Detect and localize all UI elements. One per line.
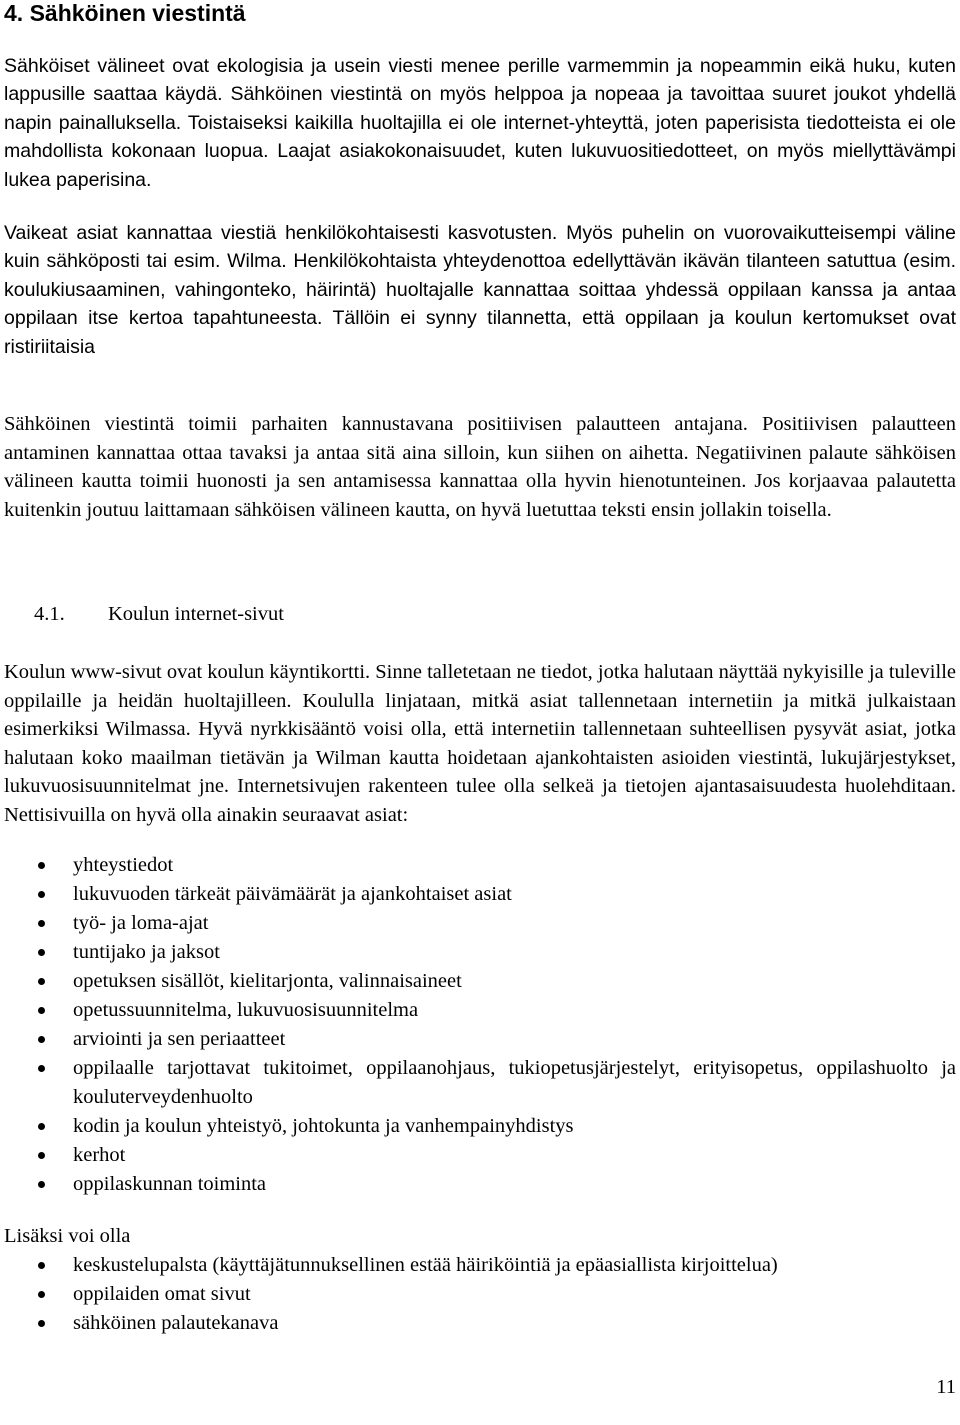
extra-items-intro: Lisäksi voi olla (4, 1225, 131, 1247)
extra-items-list (4, 1251, 956, 1338)
section-heading: 4. Sähköinen viestintä (4, 0, 246, 26)
paragraph-positive-feedback: Sähköinen viestintä toimii parhaiten kannustavana positiivisen palautteen antajana. Positiivisen palautteen antaminen kannattaa ottaa tavaksi ja antaa sitä aina silloin, kun siihen on aihetta. Negatiivinen palaute sähköisen välineen kautta toimii huonosti ja sen antamisessa kannattaa olla hyvin hienotunteinen. Jos korjaavaa palautetta kuitenkin joutuu laittamaan sähköisen välineen kautta, on hyvä luetuttaa teksti ensin jollakin toisella. (4, 413, 956, 521)
paragraph-face-to-face: Vaikeat asiat kannattaa viestiä henkilökohtaisesti kasvotusten. Myös puhelin on vuorovaikutteisempi väline kuin sähköposti tai esim. Wilma. Henkilökohtaista yhteydenottoa edellyttävän ikävän tilanteen satuttua (esim. koulukiusaaminen, vahingonteko, häirintä) huoltajalle kannattaa soittaa yhdessä oppilaan kanssa ja antaa oppilaan itse kertoa tapahtuneesta. Tällöin ei synny tilannetta, että oppilaan ja koulun kertomukset ovat ristiriitaisia (4, 222, 956, 358)
list-item: oppilaalle tarjottavat tukitoimet, oppilaanohjaus, tukiopetusjärjestelyt, erityisopetus, oppilashuolto ja kouluterveydenhuolto (4, 1054, 956, 1112)
list-item: yhteystiedot (4, 851, 956, 880)
bullet-icon (38, 1181, 45, 1188)
list-item: sähköinen palautekanava (4, 1309, 956, 1338)
paragraph-intro: Sähköiset välineet ovat ekologisia ja usein viesti menee perille varmemmin ja nopeammin eikä huku, kuten lappusille saattaa käydä. Sähköinen viestintä on myös helppoa ja nopeaa ja tavoittaa suuret joukot yhdellä napin painalluksella. Toistaiseksi kaikilla huoltajilla ei ole internet-yhteyttä, joten paperisista tiedotteista ei ole mahdollista kokonaan luopua. Laajat asiakokonaisuudet, kuten lukuvuositiedotteet, on myös miellyttävämpi lukea paperisina. (4, 55, 956, 191)
list-item: oppilaiden omat sivut (4, 1280, 956, 1309)
bullet-icon (38, 920, 45, 927)
bullet-icon (38, 1152, 45, 1159)
page-number: 11 (936, 1376, 956, 1398)
bullet-icon (38, 1123, 45, 1130)
bullet-icon (38, 1291, 45, 1298)
list-item: kerhot (4, 1141, 956, 1170)
bullet-icon (38, 1320, 45, 1327)
list-item: työ- ja loma-ajat (4, 909, 956, 938)
list-item: kodin ja koulun yhteistyö, johtokunta ja vanhempainyhdistys (4, 1112, 956, 1141)
list-item: tuntijako ja jaksot (4, 938, 956, 967)
website-contents-list (4, 851, 956, 1199)
list-item: opetuksen sisällöt, kielitarjonta, valinnaisaineet (4, 967, 956, 996)
list-item: lukuvuoden tärkeät päivämäärät ja ajankohtaiset asiat (4, 880, 956, 909)
bullet-icon (38, 949, 45, 956)
list-item: opetussuunnitelma, lukuvuosisuunnitelma (4, 996, 956, 1025)
bullet-icon (38, 1036, 45, 1043)
list-item: arviointi ja sen periaatteet (4, 1025, 956, 1054)
bullet-icon (38, 862, 45, 869)
subsection-number: 4.1. (34, 603, 65, 625)
bullet-icon (38, 978, 45, 985)
bullet-icon (38, 1065, 45, 1072)
list-item: oppilaskunnan toiminta (4, 1170, 956, 1199)
bullet-icon (38, 891, 45, 898)
subsection-title: Koulun internet-sivut (108, 603, 284, 625)
bullet-icon (38, 1262, 45, 1269)
list-item: keskustelupalsta (käyttäjätunnuksellinen estää häiriköintiä ja epäasiallista kirjoittelua) (4, 1251, 956, 1280)
paragraph-school-website: Koulun www-sivut ovat koulun käyntikortti. Sinne talletetaan ne tiedot, jotka halutaan näyttää nykyisille ja tuleville oppilaille ja heidän huoltajilleen. Koululla linjataan, mitkä asiat tallennetaan internetiin ja mitkä julkaistaan esimerkiksi Wilmassa. Hyvä nyrkkisääntö voisi olla, että internetiin tallennetaan suhteellisen pysyvät asiat, jotka halutaan koko maailman tietävän ja Wilman kautta hoidetaan ajankohtaisten asioiden viestintä, lukujärjestykset, lukuvuosisuunnitelmat jne. Internetsivujen rakenteen tulee olla selkeä ja tietojen ajantasaisuudesta huolehditaan. Nettisivuilla on hyvä olla ainakin seuraavat asiat: (4, 661, 956, 826)
bullet-icon (38, 1007, 45, 1014)
subsection-heading (34, 603, 284, 626)
